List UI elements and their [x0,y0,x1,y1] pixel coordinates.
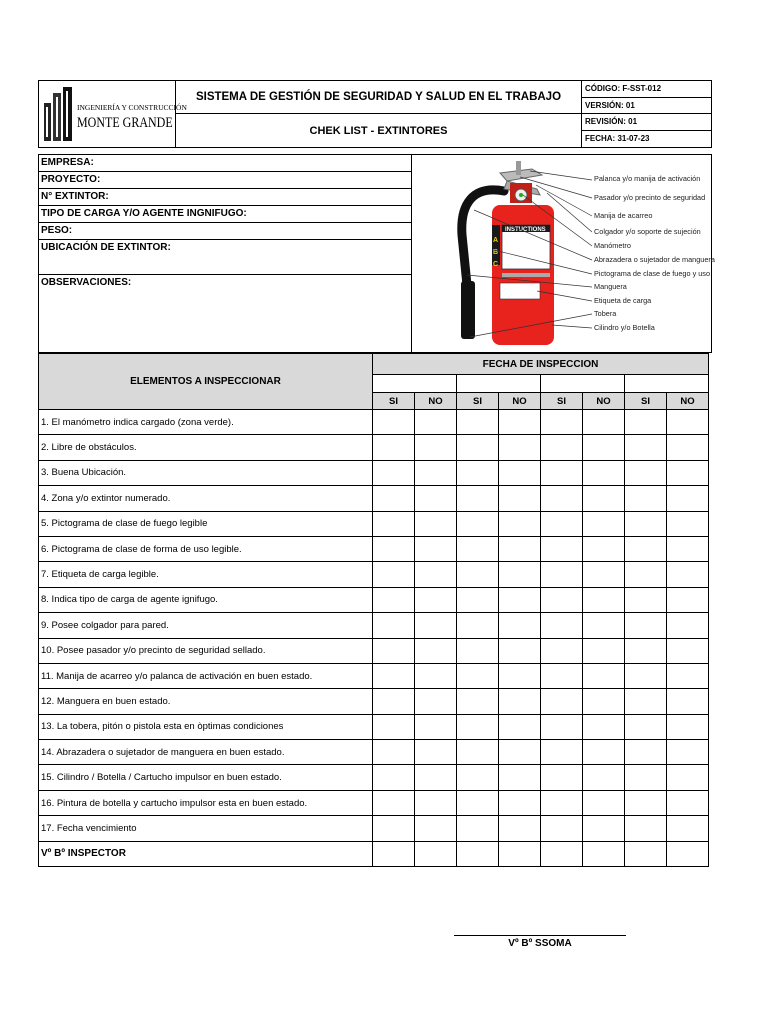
inspection-item-10: 10. Posee pasador y/o precinto de seguridad sellado. [39,638,373,663]
check-cell[interactable] [625,663,667,688]
check-cell[interactable] [457,638,499,663]
check-cell[interactable] [667,841,709,866]
check-cell[interactable] [373,536,415,561]
check-cell[interactable] [373,460,415,485]
field-empresa[interactable]: EMPRESA: [39,155,412,172]
table-row [39,460,709,485]
callout-palanca: Palanca y/o manija de activación [594,174,701,183]
table-row [39,663,709,688]
check-cell[interactable] [373,410,415,435]
check-cell[interactable] [457,410,499,435]
check-cell[interactable] [541,765,583,790]
date-header: FECHA DE INSPECCION [373,354,709,375]
check-cell[interactable] [457,714,499,739]
check-cell[interactable] [583,740,625,765]
check-cell[interactable] [667,410,709,435]
check-cell[interactable] [541,638,583,663]
check-cell[interactable] [625,765,667,790]
check-cell[interactable] [667,460,709,485]
logo-line2: MONTE GRANDE [77,115,173,131]
check-cell[interactable] [373,613,415,638]
inspection-item-17: 17. Fecha vencimiento [39,816,373,841]
check-cell[interactable] [499,689,541,714]
logo-line1: INGENIERÍA Y CONSTRUCCIÓN [77,103,187,112]
building-logo-icon [39,81,176,147]
check-cell[interactable] [667,638,709,663]
check-cell[interactable] [457,816,499,841]
inspection-item-1: 1. El manómetro indica cargado (zona verde). [39,410,373,435]
field-observaciones[interactable]: OBSERVACIONES: [41,277,132,288]
check-cell[interactable] [415,486,457,511]
check-cell[interactable] [415,587,457,612]
document-subtitle: CHEK LIST - EXTINTORES [176,114,582,147]
check-cell[interactable] [373,486,415,511]
table-row [39,536,709,561]
cylinder-label-text: INSTUCTIONS [505,227,546,233]
check-cell[interactable] [499,587,541,612]
check-cell[interactable] [415,460,457,485]
class-b-label: B [493,249,499,256]
check-cell[interactable] [373,816,415,841]
check-cell[interactable] [667,536,709,561]
check-cell[interactable] [625,790,667,815]
check-cell[interactable] [415,562,457,587]
check-cell[interactable] [499,536,541,561]
field-proyecto[interactable]: PROYECTO: [39,172,412,189]
check-cell[interactable] [541,587,583,612]
check-cell[interactable] [541,435,583,460]
check-cell[interactable] [499,410,541,435]
check-cell[interactable] [415,663,457,688]
check-cell[interactable] [415,638,457,663]
check-cell[interactable] [667,689,709,714]
check-cell[interactable] [499,562,541,587]
date-cell-4[interactable] [625,375,709,393]
signature-line [454,935,626,936]
inspection-item-16: 16. Pintura de botella y cartucho impulsor esta en buen estado. [39,790,373,815]
check-cell[interactable] [667,740,709,765]
callout-colgador: Colgador y/o soporte de sujeción [594,227,701,236]
class-c-label: C [493,261,499,268]
col-no-2: NO [499,393,541,410]
table-row [39,511,709,536]
check-cell[interactable] [499,816,541,841]
inspection-item-11: 11. Manija de acarreo y/o palanca de activación en buen estado. [39,663,373,688]
info-section [38,154,715,353]
check-cell[interactable] [373,740,415,765]
meta-version: VERSIÓN: 01 [582,98,711,115]
check-cell[interactable] [415,765,457,790]
table-row [39,689,709,714]
table-row [39,714,709,739]
check-cell[interactable] [583,663,625,688]
check-cell[interactable] [415,435,457,460]
check-cell[interactable] [625,486,667,511]
inspection-item-8: 8. Indica tipo de carga de agente ignifugo. [39,587,373,612]
check-cell[interactable] [625,841,667,866]
check-cell[interactable] [625,638,667,663]
check-cell[interactable] [541,536,583,561]
callout-manometro: Manómetro [594,241,631,250]
check-cell[interactable] [373,587,415,612]
field-n-extintor[interactable]: N° EXTINTOR: [39,189,412,206]
col-si-3: SI [541,393,583,410]
col-si-1: SI [373,393,415,410]
check-cell[interactable] [583,790,625,815]
check-cell[interactable] [373,714,415,739]
check-cell[interactable] [415,613,457,638]
inspection-item-5: 5. Pictograma de clase de fuego legible [39,511,373,536]
col-si-4: SI [625,393,667,410]
check-cell[interactable] [415,841,457,866]
check-cell[interactable] [499,841,541,866]
check-cell[interactable] [625,511,667,536]
callout-abrazadera: Abrazadera o sujetador de manguera [594,255,715,264]
extinguisher-diagram [412,155,715,352]
check-cell[interactable] [583,638,625,663]
check-cell[interactable] [583,486,625,511]
check-cell[interactable] [541,841,583,866]
check-cell[interactable] [583,460,625,485]
check-cell[interactable] [541,486,583,511]
check-cell[interactable] [541,663,583,688]
signature-label: Vº Bº SSOMA [508,938,572,949]
meta-revision: REVISIÓN: 01 [582,114,711,131]
company-logo [39,81,187,147]
check-cell[interactable] [457,790,499,815]
check-cell[interactable] [541,460,583,485]
inspection-item-13: 13. La tobera, pitón o pistola esta en òptimas condiciones [39,714,373,739]
check-cell[interactable] [499,511,541,536]
check-cell[interactable] [541,410,583,435]
document-title: SISTEMA DE GESTIÓN DE SEGURIDAD Y SALUD EN EL TRABAJO [176,81,582,114]
check-cell[interactable] [667,790,709,815]
check-cell[interactable] [541,562,583,587]
check-cell[interactable] [541,689,583,714]
check-cell[interactable] [667,486,709,511]
check-cell[interactable] [667,587,709,612]
check-cell[interactable] [667,435,709,460]
document-header [38,80,712,148]
check-cell[interactable] [499,435,541,460]
inspection-item-15: 15. Cilindro / Botella / Cartucho impulsor en buen estado. [39,765,373,790]
col-si-2: SI [457,393,499,410]
check-cell[interactable] [541,511,583,536]
check-cell[interactable] [457,536,499,561]
date-cell-3[interactable] [541,375,625,393]
check-cell[interactable] [499,714,541,739]
table-row [39,486,709,511]
callout-tobera: Tobera [594,309,617,318]
check-cell[interactable] [415,689,457,714]
table-row [39,816,709,841]
check-cell[interactable] [499,765,541,790]
check-cell[interactable] [667,816,709,841]
table-row [39,435,709,460]
check-cell[interactable] [499,790,541,815]
callout-lines [412,155,711,352]
check-cell[interactable] [667,714,709,739]
check-cell[interactable] [625,689,667,714]
check-cell[interactable] [667,613,709,638]
check-cell[interactable] [583,816,625,841]
inspection-item-4: 4. Zona y/o extintor numerado. [39,486,373,511]
meta-fecha: FECHA: 31-07-23 [585,134,650,144]
check-cell[interactable] [583,587,625,612]
check-cell[interactable] [499,638,541,663]
check-cell[interactable] [583,435,625,460]
inspection-item-3: 3. Buena Ubicación. [39,460,373,485]
check-cell[interactable] [499,486,541,511]
check-cell[interactable] [415,816,457,841]
check-cell[interactable] [541,790,583,815]
inspection-item-6: 6. Pictograma de clase de forma de uso legible. [39,536,373,561]
check-cell[interactable] [583,613,625,638]
date-cell-2[interactable] [457,375,541,393]
check-cell[interactable] [415,740,457,765]
check-cell[interactable] [499,740,541,765]
table-row [39,613,709,638]
info-fields [39,155,412,352]
check-cell[interactable] [415,714,457,739]
field-peso[interactable]: PESO: [39,223,412,240]
check-cell[interactable] [583,689,625,714]
check-cell[interactable] [625,714,667,739]
inspection-item-14: 14. Abrazadera o sujetador de manguera en buen estado. [39,740,373,765]
inspection-item-2: 2. Libre de obstáculos. [39,435,373,460]
date-cell-1[interactable] [373,375,457,393]
table-row [39,765,709,790]
check-cell[interactable] [541,714,583,739]
check-cell[interactable] [583,562,625,587]
inspection-item-7: 7. Etiqueta de carga legible. [39,562,373,587]
inspection-item-12: 12. Manguera en buen estado. [39,689,373,714]
check-cell[interactable] [373,562,415,587]
check-cell[interactable] [625,536,667,561]
check-cell[interactable] [457,841,499,866]
check-cell[interactable] [415,790,457,815]
check-cell[interactable] [373,765,415,790]
check-cell[interactable] [499,613,541,638]
table-row [39,740,709,765]
table-row [39,410,709,435]
check-cell[interactable] [457,486,499,511]
table-row [39,562,709,587]
table-row [39,790,709,815]
check-cell[interactable] [457,663,499,688]
check-cell[interactable] [373,663,415,688]
callout-etiqueta: Etiqueta de carga [594,296,652,305]
check-cell[interactable] [373,638,415,663]
check-cell[interactable] [625,587,667,612]
meta-codigo: CÓDIGO: F-SST-012 [582,81,711,98]
check-cell[interactable] [583,536,625,561]
check-cell[interactable] [625,460,667,485]
callout-pictograma: Pictograma de clase de fuego y uso [594,269,711,278]
check-cell[interactable] [541,740,583,765]
field-tipo-carga[interactable]: TIPO DE CARGA Y/O AGENTE INGNIFUGO: [39,206,412,223]
check-cell[interactable] [625,740,667,765]
check-cell[interactable] [583,714,625,739]
inspection-item-9: 9. Posee colgador para pared. [39,613,373,638]
col-no-4: NO [667,393,709,410]
check-cell[interactable] [457,587,499,612]
check-cell[interactable] [457,740,499,765]
elements-header: ELEMENTOS A INSPECCIONAR [39,354,373,410]
check-cell[interactable] [625,816,667,841]
class-a-label: A [493,237,499,244]
check-cell[interactable] [541,816,583,841]
check-cell[interactable] [373,435,415,460]
check-cell[interactable] [415,536,457,561]
check-cell[interactable] [583,410,625,435]
col-no-1: NO [415,393,457,410]
inspection-table [38,353,709,867]
field-ubicacion[interactable]: UBICACIÓN DE EXTINTOR: [39,240,412,275]
check-cell[interactable] [415,511,457,536]
check-cell[interactable] [625,410,667,435]
table-row [39,587,709,612]
check-cell[interactable] [457,765,499,790]
check-cell[interactable] [457,689,499,714]
check-cell[interactable] [499,663,541,688]
check-cell[interactable] [541,613,583,638]
check-cell[interactable] [373,689,415,714]
check-cell[interactable] [625,435,667,460]
check-cell[interactable] [457,435,499,460]
check-cell[interactable] [499,460,541,485]
check-cell[interactable] [457,613,499,638]
table-row [39,841,709,866]
table-row [39,638,709,663]
check-cell[interactable] [667,765,709,790]
check-cell[interactable] [583,765,625,790]
check-cell[interactable] [373,841,415,866]
check-cell[interactable] [667,663,709,688]
callout-cilindro: Cilindro y/o Botella [594,323,655,332]
check-cell[interactable] [583,841,625,866]
callout-pasador: Pasador y/o precinto de seguridad [594,193,706,202]
check-cell[interactable] [667,562,709,587]
check-cell[interactable] [373,790,415,815]
col-no-3: NO [583,393,625,410]
check-cell[interactable] [583,511,625,536]
check-cell[interactable] [415,410,457,435]
check-cell[interactable] [667,511,709,536]
check-cell[interactable] [625,562,667,587]
check-cell[interactable] [457,562,499,587]
check-cell[interactable] [457,511,499,536]
check-cell[interactable] [625,613,667,638]
callout-manija: Manija de acarreo [594,211,653,220]
check-cell[interactable] [457,460,499,485]
callout-manguera: Manguera [594,282,627,291]
inspector-approval-row: Vº Bº INSPECTOR [39,841,373,866]
check-cell[interactable] [373,511,415,536]
